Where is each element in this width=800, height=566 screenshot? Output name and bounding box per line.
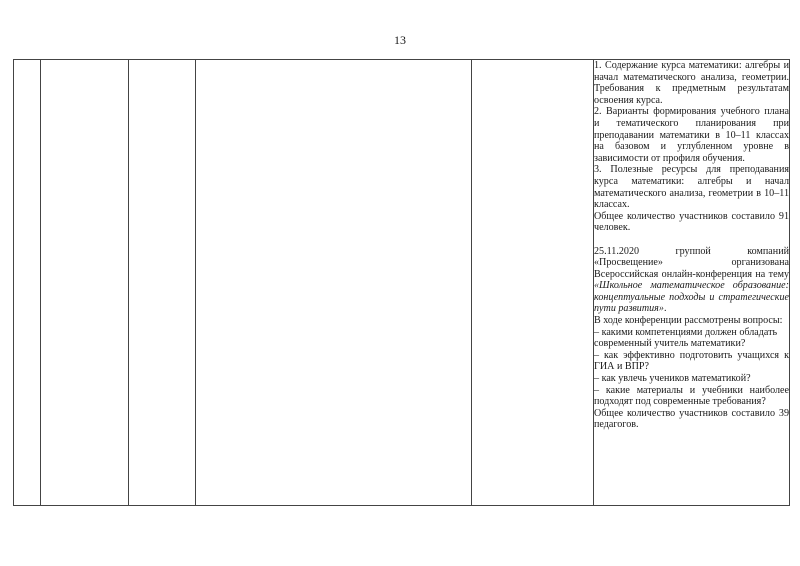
question-item: – как эффективно подготовить учащихся к ГИА и ВПР? (594, 349, 789, 373)
item-1-text: 1. Содержание курса математики: алгебры и начал математического анализа, геометрии. Требования к предметным результатам освоения курса. (594, 60, 789, 106)
table-cell-1 (14, 60, 41, 506)
report-table (13, 59, 790, 506)
table-cell-3 (129, 60, 196, 506)
item-3-text: 3. Полезные ресурсы для преподавания курса математики: алгебры и начал математического анализа, геометрии в 10–11 классах. (594, 164, 789, 211)
question-item: – как увлечь учеников математикой? (594, 373, 751, 385)
table-row (14, 60, 790, 506)
total-participants-text: Общее количество участников составило 91 человек. (594, 210, 789, 234)
conference-intro: 25.11.2020 группой компаний «Просвещение» организована Всероссийская онлайн-конференция на тему (594, 245, 789, 280)
table-cell-2 (41, 60, 129, 506)
conference-paragraph (594, 246, 789, 316)
table-cell-5 (472, 60, 594, 506)
item-2-text: 2. Варианты формирования учебного плана и тематического планирования при преподавании математики в 10–11 классах на базовом и углубленном уровне в зависимости от профиля обучения. (594, 106, 789, 164)
spacer (594, 234, 789, 246)
conference-topic: «Школьное математическое образование: концептуальные подходы и стратегические пути развития» (594, 280, 789, 315)
conference-intro-end: . (663, 303, 667, 315)
questions-lead: В ходе конференции рассмотрены вопросы: (594, 315, 783, 327)
total-teachers-text: Общее количество участников составило 39 педагогов. (594, 407, 789, 431)
question-item: – какими компетенциями должен обладать современный учитель математики? (594, 326, 778, 350)
table-cell-4 (196, 60, 472, 506)
question-item: – какие материалы и учебники наиболее подходят под современные требования? (594, 384, 789, 408)
table-cell-content (594, 60, 790, 506)
page-number: 13 (394, 33, 406, 47)
